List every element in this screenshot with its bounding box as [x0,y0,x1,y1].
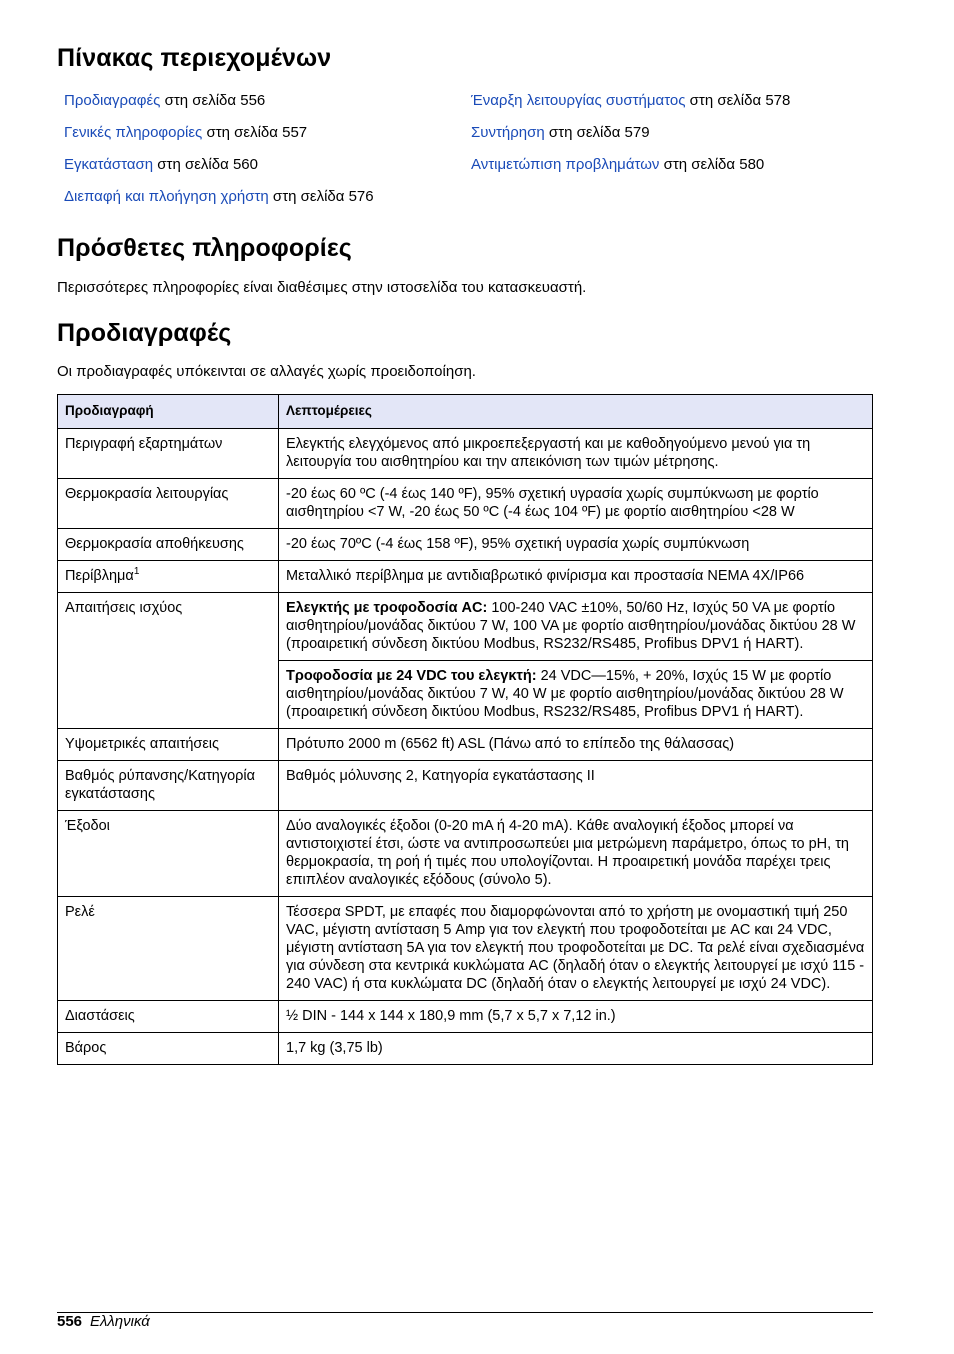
spec-name: Έξοδοι [58,811,279,897]
power-ac-text: 100-240 VAC ±10%, 50/60 Hz, Ισχύς 50 VA με φορτίο αισθητηρίου/μονάδας δικτύου 7 W, 100 VA με φορτίο αισθητηρίου/μονάδας δικτύου 28 W (προαιρετική σύνδεση δικτύου Modbus, RS232/RS485, Profibus DPV1 ή HART). [286,600,856,652]
toc-link-user-interface[interactable]: Διεπαφή και πλοήγηση χρήστη [64,188,269,205]
spec-name: Υψομετρικές απαιτήσεις [58,729,279,761]
spec-name: Διαστάσεις [58,1001,279,1033]
toc-link-system-startup[interactable]: Έναρξη λειτουργίας συστήματος [471,92,686,109]
toc-item [471,92,790,124]
toc-link-maintenance[interactable]: Συντήρηση [471,124,545,141]
spec-name: Βάρος [58,1033,279,1065]
toc-item [64,92,374,124]
table-row [58,479,873,529]
spec-name: Απαιτήσεις ισχύος [58,593,279,729]
spec-detail: Δύο αναλογικές έξοδοι (0-20 mA ή 4-20 mA). Κάθε αναλογική έξοδος μπορεί να αντιστοιχιστεί έτσι, ώστε να αντιπροσωπεύει μια μετρώμενη παράμετρο, όπως το pH, τη θερμοκρασία, τη ροή ή τιμές που υπολογίζονται. Η προαιρετική μονάδα παρέχει τρεις επιπλέον αναλογικές εξόδους (σύνολο 5). [279,811,873,897]
toc-link-troubleshooting[interactable]: Αντιμετώπιση προβλημάτων [471,156,660,173]
spec-name: Βαθμός ρύπανσης/Κατηγορία εγκατάστασης [58,761,279,811]
spec-detail: Βαθμός μόλυνσης 2, Κατηγορία εγκατάστασης II [279,761,873,811]
table-row [58,729,873,761]
page-number: 556 [57,1313,83,1330]
power-dc-text: 24 VDC—15%, + 20%, Ισχύς 15 W με φορτίο αισθητηρίου/μονάδας δικτύου 7 W, 40 W με φορτίο αισθητηρίου/μονάδας δικτύου 28 W (προαιρετική σύνδεση δικτύου Modbus, RS232/RS485, Profibus DPV1 ή HART). [286,668,844,720]
table-header-row [58,395,873,429]
power-ac-label: Ελεγκτής με τροφοδοσία AC: [286,600,488,616]
spec-detail-split [279,593,873,729]
spec-detail: Τέσσερα SPDT, με επαφές που διαμορφώνονται από το χρήστη με ονομαστική τιμή 250 VAC, μέγιστη αντίσταση 5 Amp για τον ελεγκτή που τροφοδοτείται με AC και 24 VDC, μέγιστη αντίσταση 5A για τον ελεγκτή που τροφοδοτείται με DC. Τα ρελέ είναι σχεδιασμένα για σύνδεση στα κεντρικά κυκλώματα AC (δηλαδή όταν ο ελεγκτής λειτουργεί με ισχύ 115 - 240 VAC) ή στα κυκλώματα DC (δηλαδή όταν ο ελεγκτής λειτουργεί με ισχύ 24 VDC). [279,897,873,1001]
additional-info-text: Περισσότερες πληροφορίες είναι διαθέσιμες στην ιστοσελίδα του κατασκευαστή. [57,279,587,296]
spec-name: Περίβλημα [65,568,134,584]
toc-page-ref: στη σελίδα 557 [202,124,308,141]
spec-name: Ρελέ [58,897,279,1001]
toc-item [64,124,374,156]
table-row [58,529,873,561]
toc-item [64,156,374,188]
toc-item [471,124,790,156]
specifications-intro: Οι προδιαγραφές υπόκεινται σε αλλαγές χωρίς προειδοποίηση. [57,363,476,380]
column-header-details: Λεπτομέρειες [279,395,873,429]
toc-page-ref: στη σελίδα 580 [659,156,765,173]
toc-page-ref: στη σελίδα 560 [153,156,258,173]
spec-detail: -20 έως 60 ºC (-4 έως 140 ºF), 95% σχετική υγρασία χωρίς συμπύκνωση με φορτίο αισθητηρίου <7 W, -20 έως 50 ºC (-4 έως 104 ºF) με φορτίο αισθητηρίου <28 W [279,479,873,529]
spec-detail: -20 έως 70ºC (-4 έως 158 ºF), 95% σχετική υγρασία χωρίς συμπύκνωση [279,529,873,561]
toc-column-left [64,92,374,220]
table-row [58,811,873,897]
toc-page-ref: στη σελίδα 579 [544,124,650,141]
toc-column-right [471,92,790,188]
spec-name-cell [58,561,279,593]
table-row [58,1001,873,1033]
specifications-heading: Προδιαγραφές [57,319,232,347]
toc-item [471,156,790,188]
toc-link-installation[interactable]: Εγκατάσταση [64,156,154,173]
toc-page-ref: στη σελίδα 576 [268,188,374,205]
table-row [58,561,873,593]
additional-info-heading: Πρόσθετες πληροφορίες [57,234,352,262]
spec-detail: Ελεγκτής ελεγχόμενος από μικροεπεξεργαστή και με καθοδηγούμενο μενού για τη λειτουργία του αισθητηρίου και την απεικόνιση των τιμών μέτρησης. [279,429,873,479]
footnote-marker: 1 [133,566,140,578]
toc-heading: Πίνακας περιεχομένων [57,44,332,72]
table-row [58,593,873,729]
toc-item [64,188,374,220]
table-row [58,897,873,1001]
toc-link-general-info[interactable]: Γενικές πληροφορίες [64,124,203,141]
spec-name: Θερμοκρασία λειτουργίας [58,479,279,529]
toc-page-ref: στη σελίδα 578 [685,92,791,109]
spec-name: Περιγραφή εξαρτημάτων [58,429,279,479]
column-header-spec: Προδιαγραφή [58,395,279,429]
table-row [58,429,873,479]
footer-language: Ελληνικά [90,1313,150,1330]
toc-link-specifications[interactable]: Προδιαγραφές [64,92,161,109]
table-row [58,761,873,811]
spec-detail: Μεταλλικό περίβλημα με αντιδιαβρωτικό φινίρισμα και προστασία NEMA 4X/IP66 [279,561,873,593]
page-footer [57,1313,150,1330]
spec-detail: ½ DIN - 144 x 144 x 180,9 mm (5,7 x 5,7 x 7,12 in.) [279,1001,873,1033]
toc-page-ref: στη σελίδα 556 [160,92,266,109]
power-ac-detail [279,593,872,660]
power-dc-label: Τροφοδοσία με 24 VDC του ελεγκτή: [286,668,537,684]
spec-name: Θερμοκρασία αποθήκευσης [58,529,279,561]
table-row [58,1033,873,1065]
spec-detail: Πρότυπο 2000 m (6562 ft) ASL (Πάνω από το επίπεδο της θάλασσας) [279,729,873,761]
power-dc-detail [279,660,872,728]
spec-detail: 1,7 kg (3,75 lb) [279,1033,873,1065]
specifications-table [57,394,873,1065]
footer-divider [57,1312,873,1313]
